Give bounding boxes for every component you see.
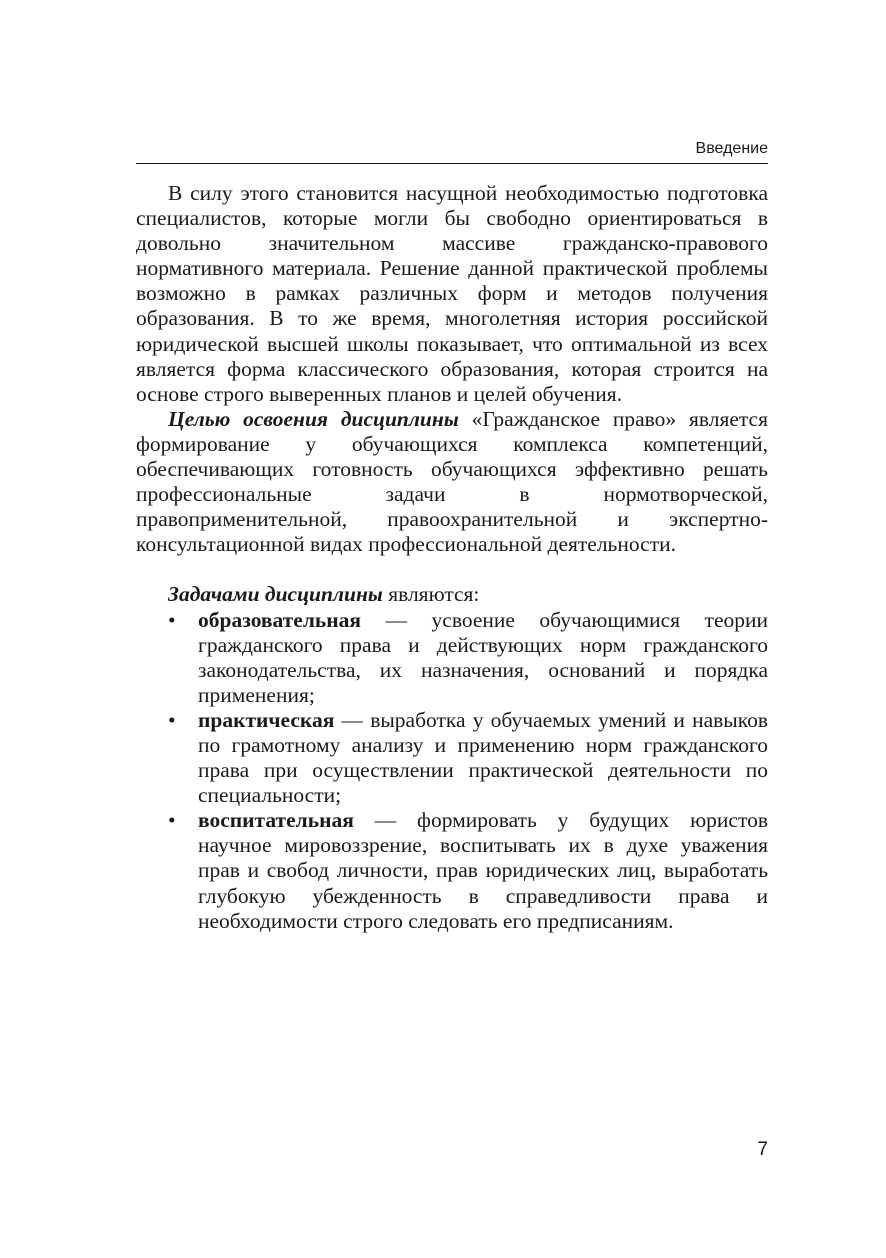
- list-item: [136, 808, 768, 933]
- task-text: — усвоение обучающимися теории гражданского права и действующих норм гражданского законодательства, их назначения, оснований и порядка применения;: [198, 607, 768, 707]
- task-term: образовательная: [198, 607, 362, 632]
- paragraph-tasks-intro: [136, 582, 768, 607]
- bullet-icon: •: [168, 707, 176, 732]
- tasks-intro-text: являются:: [382, 582, 480, 607]
- list-item: [136, 708, 768, 808]
- goal-text: «Гражданское право» является формирование у обучающихся комплекса компетенций, обеспечивающих готовность обучающихся эффективно решать профессиональные задачи в нормотворческой, правоприменительной, правоохранительной и экспертно-консультационной видах профессиональной деятельности.: [136, 406, 768, 557]
- bullet-icon: •: [168, 808, 176, 833]
- list-item: [136, 608, 768, 708]
- paragraph-intro: В силу этого становится насущной необходимостью подготовка специалистов, которые могли бы свободно ориентироваться в довольно значительном массиве гражданско-правового нормативного материала. Решение данной практической проблемы возможно в рамках различных форм и методов получения образования. В то же время, многолетняя история российской юридической высшей школы показывает, что оптимальной из всех является форма классического образования, которая строится на основе строго выверенных планов и целей обучения.: [136, 181, 768, 406]
- task-text: — формировать у будущих юристов научное мировоззрение, воспитывать их в духе уважения прав и свобод личности, прав юридических лиц, выработать глубокую убежденность в справедливости права и необходимости строго следовать его предписаниям.: [198, 808, 768, 933]
- header-rule: [136, 163, 768, 164]
- page-number: 7: [757, 1139, 768, 1160]
- bullet-icon: •: [168, 607, 176, 632]
- task-term: воспитательная: [198, 808, 354, 833]
- running-head: Введение: [695, 140, 768, 157]
- goal-lead: Целью освоения дисциплины: [168, 406, 459, 431]
- task-list: [136, 608, 768, 934]
- tasks-lead: Задачами дисциплины: [168, 582, 383, 607]
- task-text: — выработка у обучаемых умений и навыков по грамотному анализу и применению норм гражданского права при осуществлении практической деятельности по специальности;: [198, 707, 768, 808]
- page-body: [136, 181, 768, 934]
- task-term: практическая: [198, 707, 335, 732]
- paragraph-goal: [136, 407, 768, 558]
